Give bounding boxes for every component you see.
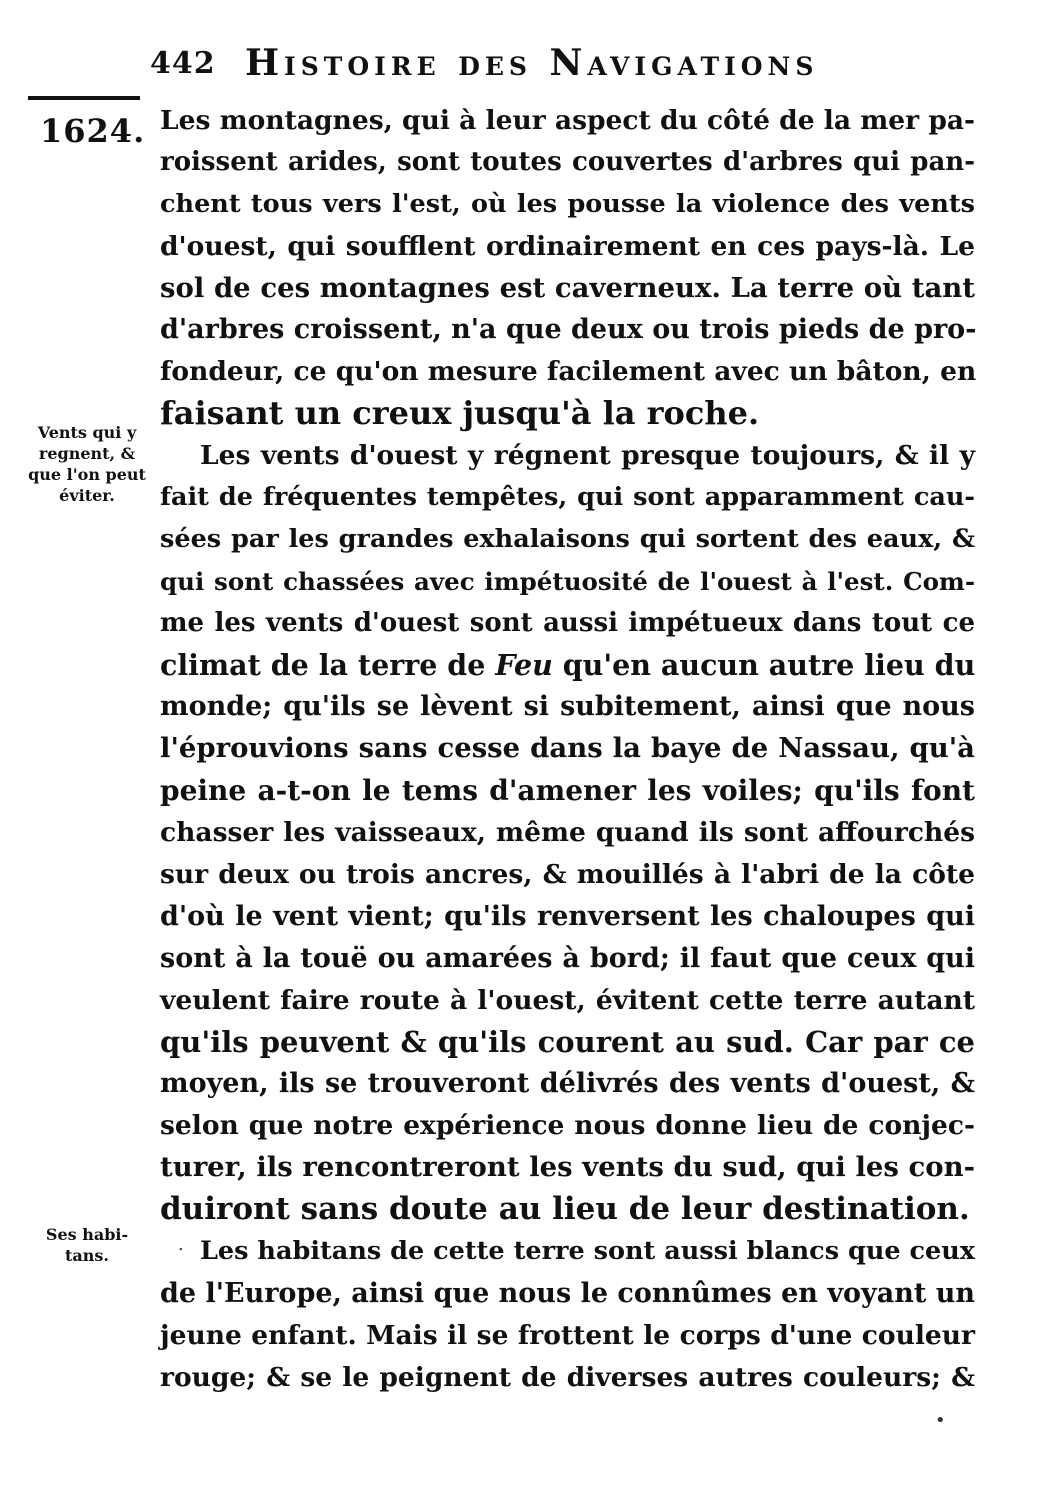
- margin-note-line: regnent, &: [38, 444, 136, 463]
- text-line: Les vents d'ouest y régnent presque toujours, & il y: [200, 440, 975, 472]
- text-line: sées par les grandes exhalaisons qui sortent des eaux, &: [160, 523, 975, 554]
- text-line: veulent faire route à l'ouest, évitent cette terre autant: [160, 984, 975, 1016]
- text-line: me les vents d'ouest sont aussi impétueux dans tout ce: [160, 607, 975, 638]
- text-line: duiront sans doute au lieu de leur destination.: [160, 1191, 970, 1228]
- page-header: [150, 38, 980, 88]
- paragraph-mountains: [160, 100, 975, 435]
- body-text: [160, 100, 975, 1399]
- text-line: Les habitans de cette terre sont aussi blancs que ceux: [200, 1236, 975, 1267]
- text-line: sol de ces montagnes est caverneux. La terre où tant: [160, 271, 975, 304]
- text-line: de l'Europe, ainsi que nous le connûmes en voyant un: [160, 1277, 975, 1309]
- margin-note-line: que l'on peut: [28, 465, 146, 484]
- text-line: d'arbres croissent, n'a que deux ou trois pieds de pro-: [160, 314, 977, 346]
- running-title: Histoire des Navigations: [245, 42, 819, 84]
- text-line: turer, ils rencontreront les vents du sud, qui les con-: [160, 1151, 975, 1184]
- text-line: fondeur, ce qu'on mesure facilement avec un bâton, en: [160, 356, 977, 388]
- paragraph-winds: [160, 435, 975, 1231]
- margin-note-line: Ses habi-: [45, 1225, 129, 1244]
- text-line: faisant un creux jusqu'à la roche.: [160, 394, 760, 433]
- text-line: roissent arides, sont toutes couvertes d'arbres qui pan-: [160, 146, 975, 177]
- margin-note-winds: [22, 422, 152, 506]
- text-line: rouge; & se le peignent de diverses autres couleurs; &: [160, 1361, 975, 1393]
- text-line: Les montagnes, qui à leur aspect du côté de la mer pa-: [160, 105, 976, 136]
- margin-note-inhabitants: [22, 1224, 152, 1266]
- text-line: climat de la terre de Feu qu'en aucun autre lieu du: [160, 647, 976, 682]
- text-line: sur deux ou trois ancres, & mouillés à l'abri de la côte: [160, 859, 975, 891]
- text-line: chasser les vaisseaux, même quand ils sont affourchés: [160, 817, 975, 849]
- page-number: 442: [150, 46, 216, 81]
- text-line: sont à la touë ou amarées à bord; il faut que ceux qui: [160, 942, 975, 974]
- text-line: monde; qu'ils se lèvent si subitement, ainsi que nous: [160, 691, 975, 723]
- margin-note-line: Vents qui y: [37, 423, 137, 442]
- text-line: d'où le vent vient; qu'ils renversent les chaloupes qui: [160, 900, 975, 932]
- paragraph-inhabitants: [160, 1231, 975, 1399]
- year-rule-divider: [28, 96, 140, 100]
- ink-speck: .: [178, 1234, 184, 1255]
- text-line: jeune enfant. Mais il se frottent le corps d'une couleur: [160, 1319, 975, 1351]
- text-line: fait de fréquentes tempêtes, qui sont apparamment cau-: [160, 482, 975, 513]
- place-name-feu: Feu: [495, 647, 553, 682]
- margin-note-line: tans.: [65, 1246, 109, 1265]
- text-line: moyen, ils se trouveront délivrés des vents d'ouest, &: [160, 1068, 975, 1100]
- text-line: chent tous vers l'est, où les pousse la violence des vents: [160, 188, 975, 219]
- ink-speck: •: [935, 1410, 946, 1431]
- text-line: d'ouest, qui soufflent ordinairement en ces pays-là. Le: [160, 230, 975, 262]
- text-line: l'éprouvions sans cesse dans la baye de Nassau, qu'à: [160, 732, 975, 765]
- margin-year: 1624.: [40, 112, 146, 150]
- margin-note-line: éviter.: [59, 486, 115, 505]
- text-line: qu'ils peuvent & qu'ils courent au sud. Car par ce: [160, 1024, 975, 1059]
- text-line: peine a-t-on le tems d'amener les voiles; qu'ils font: [160, 774, 975, 808]
- text-line: qui sont chassées avec impétuosité de l'ouest à l'est. Com-: [160, 566, 975, 596]
- text-line: selon que notre expérience nous donne lieu de conjec-: [160, 1110, 975, 1142]
